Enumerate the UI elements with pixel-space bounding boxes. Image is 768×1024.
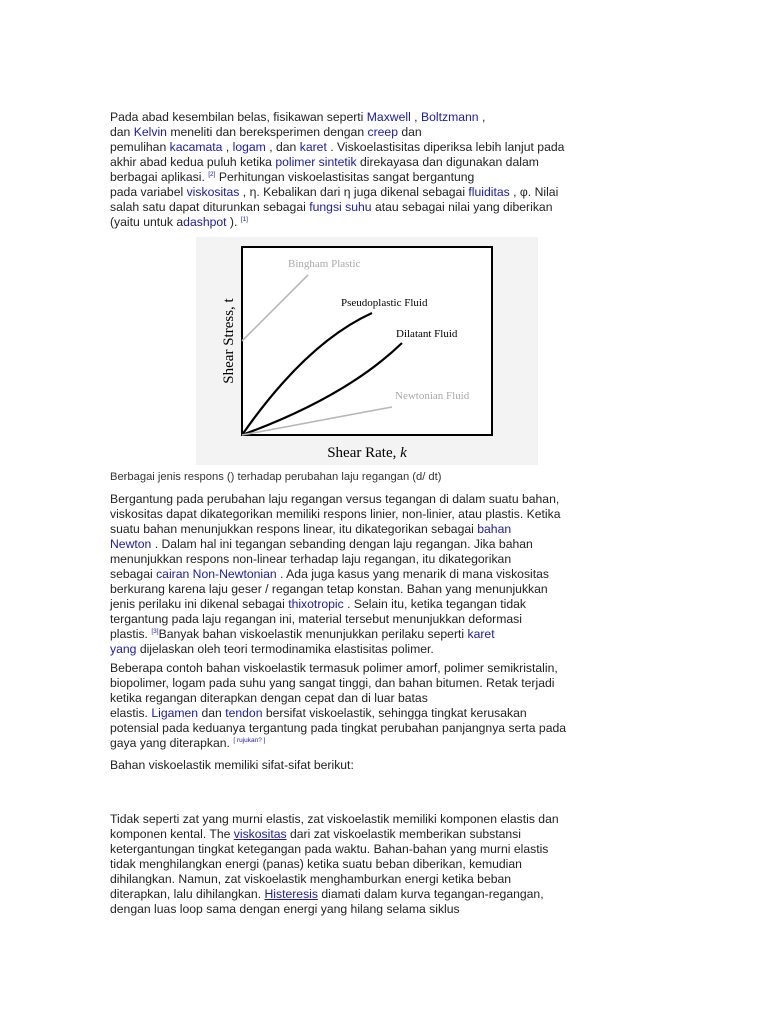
link-fluiditas[interactable]: fluiditas [468, 185, 510, 199]
text-line [110, 706, 625, 721]
text-run: Banyak bahan viskoelastik menunjukkan perilaku seperti [158, 627, 468, 641]
text-run: atau sebagai nilai yang diberikan [371, 200, 553, 214]
text-line [110, 887, 625, 902]
paragraph-properties-intro [110, 758, 625, 773]
text-line [110, 125, 625, 140]
text-line: dihilangkan. Namun, zat viskoelastik menghamburkan energi ketika beban [110, 872, 512, 886]
text-line: biopolimer, logam pada suhu yang sangat tinggi, dan bahan bitumen. Retak terjadi [110, 676, 555, 690]
x-axis-label-text: Shear Rate, [327, 445, 401, 461]
text-run: dijelaskan oleh teori termodinamika elastisitas polimer. [136, 642, 434, 656]
text-line [110, 827, 625, 842]
text-line: tergantung pada laju regangan ini, material tersebut menunjukkan deformasi [110, 612, 522, 626]
link-thixotropic[interactable]: thixotropic [288, 597, 344, 611]
text-run: suatu bahan menunjukkan respons linear, itu dikategorikan sebagai [110, 522, 478, 536]
text-run: bersifat viskoelastik, sehingga tingkat kerusakan [262, 706, 527, 720]
text-run: . Viskoelastisitas diperiksa lebih lanjut pada [326, 140, 565, 154]
dilatant-label: Dilatant Fluid [396, 328, 458, 340]
text-line: potensial pada keduanya tergantung pada tingkat perubahan panjangnya serta pada [110, 721, 567, 735]
text-run: dan [198, 706, 226, 720]
text-line [110, 567, 625, 582]
text-run: salah satu dapat diturunkan sebagai [110, 200, 310, 214]
text-run: sebagai [110, 567, 157, 581]
text-run: Perhitungan viskoelastisitas sangat bergantung [215, 170, 475, 184]
text-line: Bergantung pada perubahan laju regangan versus tegangan di dalam suatu bahan, [110, 492, 560, 506]
text-line [110, 736, 625, 751]
text-run: komponen kental. The [110, 827, 234, 841]
link-histeresis[interactable]: Histeresis [264, 887, 318, 901]
text-line: viskositas dapat dikategorikan memiliki respons linier, non-linier, atau plastis. Ketika [110, 507, 561, 521]
link-cairan-non-newtonian[interactable]: cairan Non-Newtonian [156, 567, 277, 581]
link-karet[interactable]: karet [299, 140, 327, 154]
text-run: plastis. [110, 627, 152, 641]
text-run: , [410, 110, 421, 124]
newtonian-label: Newtonian Fluid [395, 390, 470, 402]
shear-diagram [196, 237, 538, 465]
text-line [110, 155, 625, 170]
text-run: Pada abad kesembilan belas, fisikawan seperti [110, 110, 367, 124]
reference-link[interactable]: [2] [208, 170, 216, 178]
reference-link[interactable]: [3] [151, 627, 159, 635]
text-run: , [478, 110, 486, 124]
link-kacamata[interactable]: kacamata [169, 140, 223, 154]
paragraph-elastic-vs-viscous [110, 812, 625, 917]
text-run: . Selain itu, ketika tegangan tidak [343, 597, 526, 611]
link-ligamen[interactable]: Ligamen [151, 706, 199, 720]
reference-link[interactable]: [1] [240, 215, 248, 223]
text-run: , dan [265, 140, 300, 154]
text-line [110, 200, 625, 215]
link-dashpot[interactable]: dashpot [183, 215, 227, 229]
paragraph-viscosity-types [110, 492, 625, 657]
citation-needed-link[interactable]: [ rujukan? ] [233, 736, 266, 744]
text-line [110, 185, 625, 200]
text-run: ). [226, 215, 241, 229]
text-line: ketika regangan diterapkan dengan cepat dan di luar batas [110, 691, 428, 705]
link-viskositas[interactable]: viskositas [186, 185, 240, 199]
text-line [110, 215, 625, 230]
link-boltzmann[interactable]: Boltzmann [420, 110, 479, 124]
paragraph-history [110, 110, 625, 230]
text-line: ketergantungan tingkat ketegangan pada waktu. Bahan-bahan yang murni elastis [110, 842, 549, 856]
text-run: (yaitu untuk a [110, 215, 184, 229]
x-axis-label [327, 445, 407, 461]
text-run: jenis perilaku ini dikenal sebagai [110, 597, 289, 611]
bingham-plastic-label: Bingham Plastic [288, 258, 361, 270]
figure-caption: Berbagai jenis respons () terhadap perubahan laju regangan (d/ dt) [110, 471, 442, 483]
text-run: , φ. Nilai [509, 185, 559, 199]
text-run: dari zat viskoelastik memberikan substansi [286, 827, 521, 841]
text-line: Tidak seperti zat yang murni elastis, zat viskoelastik memiliki komponen elastis dan [110, 812, 559, 826]
link-kelvin[interactable]: Kelvin [133, 125, 167, 139]
link-yang[interactable]: yang [110, 642, 137, 656]
text-run: pemulihan [110, 140, 170, 154]
paragraph-examples [110, 661, 625, 751]
text-run: diterapkan, lalu dihilangkan. [110, 887, 265, 901]
link-bahan[interactable]: bahan [477, 522, 512, 536]
text-line [110, 597, 625, 612]
text-run: berbagai aplikasi. [110, 170, 209, 184]
pseudoplastic-label: Pseudoplastic Fluid [341, 297, 428, 309]
text-run: dan [397, 125, 422, 139]
text-line: tidak menghilangkan energi (panas) ketika suatu beban diberikan, kemudian [110, 857, 522, 871]
text-run: . Dalam hal ini tegangan sebanding dengan laju regangan. Jika bahan [151, 537, 533, 551]
text-line [110, 140, 625, 155]
text-line [110, 537, 625, 552]
link-polimer-sintetik[interactable]: polimer sintetik [275, 155, 357, 169]
text-run: direkayasa dan digunakan dalam [356, 155, 539, 169]
text-line: Bahan viskoelastik memiliki sifat-sifat berikut: [110, 758, 354, 772]
link-creep[interactable]: creep [367, 125, 398, 139]
link-logam[interactable]: logam [232, 140, 266, 154]
text-run: dan [110, 125, 134, 139]
text-run: diamati dalam kurva tegangan-regangan, [317, 887, 544, 901]
text-line [110, 627, 625, 642]
text-line: menunjukkan respons non-linear terhadap laju regangan, itu dikategorikan [110, 552, 512, 566]
text-line: berkurang karena laju geser / regangan tetap konstan. Bahan yang menunjukkan [110, 582, 548, 596]
text-run: pada variabel [110, 185, 187, 199]
plot-frame [242, 247, 492, 435]
text-line [110, 170, 625, 185]
text-run: akhir abad kedua puluh ketika [110, 155, 276, 169]
link-viskositas[interactable]: viskositas [233, 827, 287, 841]
link-tendon[interactable]: tendon [225, 706, 263, 720]
shear-stress-figure [196, 237, 538, 465]
y-axis-label: Shear Stress, t [221, 298, 237, 384]
link-fungsi-suhu[interactable]: fungsi suhu [309, 200, 372, 214]
text-run: meneliti dan bereksperimen dengan [166, 125, 368, 139]
text-run: . Ada juga kasus yang menarik di mana viskositas [276, 567, 549, 581]
x-axis-symbol: k [400, 445, 407, 461]
text-line: dengan luas loop sama dengan energi yang hilang selama siklus [110, 902, 460, 916]
text-run: , [222, 140, 233, 154]
text-line [110, 522, 625, 537]
text-run: elastis. [110, 706, 152, 720]
text-run: , η. Kebalikan dari η juga dikenal sebagai [239, 185, 469, 199]
link-karet[interactable]: karet [467, 627, 495, 641]
text-run: gaya yang diterapkan. [110, 736, 234, 750]
link-newton[interactable]: Newton [110, 537, 152, 551]
link-maxwell[interactable]: Maxwell [366, 110, 411, 124]
text-line [110, 110, 625, 125]
text-line [110, 642, 625, 657]
text-line: Beberapa contoh bahan viskoelastik termasuk polimer amorf, polimer semikristalin, [110, 661, 558, 675]
